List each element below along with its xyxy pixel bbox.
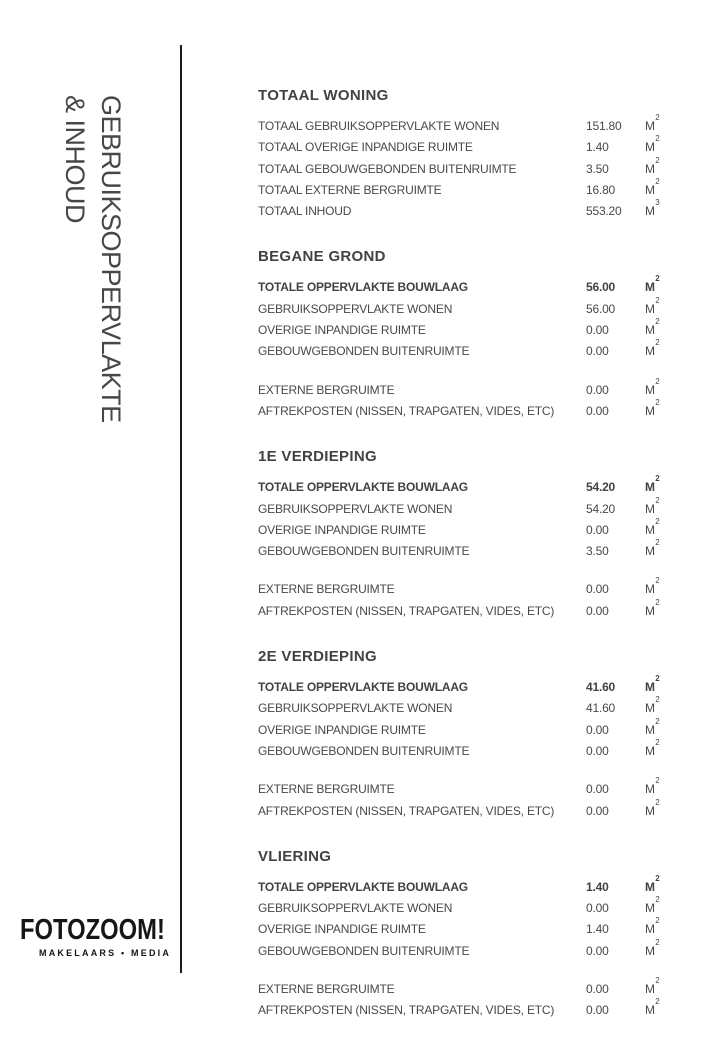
measurement-row [258, 339, 688, 360]
measurement-label: TOTALE OPPERVLAKTE BOUWLAAG [258, 879, 468, 894]
measurement-unit [645, 675, 688, 696]
unit-exponent: 2 [655, 274, 660, 284]
measurement-label: GEBOUWGEBONDEN BUITENRUIMTE [258, 943, 470, 958]
measurement-row [258, 696, 688, 717]
measurement-unit [645, 339, 688, 360]
measurement-group [258, 777, 688, 820]
measurement-label: OVERIGE INPANDIGE RUIMTE [258, 522, 426, 537]
unit-letter: M [645, 522, 655, 537]
unit-exponent: 2 [655, 376, 660, 386]
unit-exponent: 2 [655, 295, 660, 305]
unit-exponent: 2 [655, 317, 660, 327]
measurement-unit [645, 917, 688, 938]
measurement-value: 553.20 [586, 204, 622, 219]
measurement-row [258, 475, 688, 496]
section-vliering [258, 847, 688, 1020]
measurement-value: 1.40 [586, 140, 609, 155]
measurement-unit [645, 518, 688, 539]
section-totaal-woning [258, 86, 688, 220]
logo-tagline: MAKELAARS • MEDIA [39, 948, 172, 958]
measurement-row [258, 896, 688, 917]
unit-exponent: 2 [655, 873, 660, 883]
unit-letter: M [645, 140, 655, 155]
measurement-label: TOTAAL GEBOUWGEBONDEN BUITENRUIMTE [258, 161, 517, 176]
measurement-label: TOTALE OPPERVLAKTE BOUWLAAG [258, 680, 468, 695]
measurement-unit [645, 875, 688, 896]
measurement-label: OVERIGE INPANDIGE RUIMTE [258, 922, 426, 937]
measurement-row [258, 178, 688, 199]
unit-exponent: 2 [655, 495, 660, 505]
measurement-label: OVERIGE INPANDIGE RUIMTE [258, 323, 426, 338]
measurement-row [258, 739, 688, 760]
measurement-unit [645, 896, 688, 917]
measurement-unit [645, 399, 688, 420]
unit-exponent: 2 [655, 397, 660, 407]
measurement-value: 0.00 [586, 323, 609, 338]
measurement-label: OVERIGE INPANDIGE RUIMTE [258, 722, 426, 737]
unit-exponent: 2 [655, 695, 660, 705]
measurement-value: 0.00 [586, 403, 609, 418]
section-title: 2E VERDIEPING [258, 648, 377, 666]
measurement-row [258, 135, 688, 156]
measurement-row [258, 199, 688, 220]
measurement-unit [645, 739, 688, 760]
unit-letter: M [645, 480, 655, 495]
measurement-label: AFTREKPOSTEN (NISSEN, TRAPGATEN, VIDES, ETC) [258, 803, 555, 818]
measurement-unit [645, 939, 688, 960]
measurement-group [258, 275, 688, 360]
section-title: 1E VERDIEPING [258, 448, 377, 466]
measurement-unit [645, 157, 688, 178]
unit-letter: M [645, 1003, 655, 1018]
measurement-row [258, 297, 688, 318]
unit-exponent: 2 [655, 134, 660, 144]
unit-exponent: 2 [655, 895, 660, 905]
measurement-row [258, 777, 688, 798]
measurement-unit [645, 297, 688, 318]
measurement-value: 1.40 [586, 922, 609, 937]
measurement-value: 0.00 [586, 1003, 609, 1018]
page-title-line2: & INHOUD [60, 95, 90, 224]
measurement-value: 0.00 [586, 901, 609, 916]
measurement-label: EXTERNE BERGRUIMTE [258, 582, 395, 597]
unit-exponent: 2 [655, 674, 660, 684]
measurement-label: AFTREKPOSTEN (NISSEN, TRAPGATEN, VIDES, ETC) [258, 1003, 555, 1018]
measurement-unit [645, 497, 688, 518]
measurement-value: 16.80 [586, 182, 616, 197]
measurement-group [258, 577, 688, 620]
measurement-value: 0.00 [586, 943, 609, 958]
measurement-unit [645, 718, 688, 739]
measurement-unit [645, 696, 688, 717]
measurement-label: TOTALE OPPERVLAKTE BOUWLAAG [258, 480, 468, 495]
measurement-value: 56.00 [586, 301, 616, 316]
measurement-row [258, 157, 688, 178]
measurement-group [258, 378, 688, 421]
unit-letter: M [645, 403, 655, 418]
vertical-divider [180, 45, 182, 973]
measurement-value: 41.60 [586, 680, 616, 695]
measurement-unit [645, 539, 688, 560]
unit-exponent: 2 [655, 576, 660, 586]
measurement-label: TOTAAL EXTERNE BERGRUIMTE [258, 182, 442, 197]
measurement-value: 0.00 [586, 382, 609, 397]
unit-letter: M [645, 582, 655, 597]
measurement-row [258, 718, 688, 739]
unit-letter: M [645, 901, 655, 916]
unit-letter: M [645, 943, 655, 958]
unit-letter: M [645, 119, 655, 133]
page-title-line1: GEBRUIKSOPPERVLAKTE [96, 95, 126, 423]
measurement-row [258, 378, 688, 399]
unit-letter: M [645, 382, 655, 397]
measurement-label: TOTAAL INHOUD [258, 204, 352, 219]
measurement-unit [645, 475, 688, 496]
unit-exponent: 2 [655, 716, 660, 726]
unit-exponent: 2 [655, 976, 660, 986]
measurement-row [258, 318, 688, 339]
section-title: TOTAAL WONING [258, 87, 389, 104]
unit-letter: M [645, 161, 655, 176]
unit-letter: M [645, 204, 655, 219]
measurement-row [258, 399, 688, 420]
measurement-value: 3.50 [586, 544, 609, 559]
measurement-unit [645, 275, 688, 296]
unit-letter: M [645, 544, 655, 559]
unit-letter: M [645, 782, 655, 797]
unit-exponent: 2 [655, 516, 660, 526]
measurement-value: 0.00 [586, 803, 609, 818]
measurement-group [258, 675, 688, 760]
unit-letter: M [645, 182, 655, 197]
measurement-unit [645, 977, 688, 998]
unit-letter: M [645, 680, 655, 695]
unit-exponent: 2 [655, 338, 660, 348]
measurement-row [258, 939, 688, 960]
unit-exponent: 2 [655, 538, 660, 548]
unit-letter: M [645, 603, 655, 618]
unit-letter: M [645, 879, 655, 894]
measurement-value: 0.00 [586, 743, 609, 758]
measurement-value: 3.50 [586, 161, 609, 176]
measurement-value: 54.20 [586, 501, 616, 516]
unit-letter: M [645, 501, 655, 516]
measurement-unit [645, 199, 688, 220]
unit-exponent: 2 [655, 937, 660, 947]
measurement-row [258, 539, 688, 560]
measurement-label: GEBOUWGEBONDEN BUITENRUIMTE [258, 544, 470, 559]
measurement-row [258, 875, 688, 896]
section-begane-grond [258, 247, 688, 420]
unit-exponent: 2 [655, 176, 660, 186]
unit-letter: M [645, 301, 655, 316]
unit-exponent: 2 [655, 155, 660, 165]
measurement-row [258, 114, 688, 135]
measurement-label: EXTERNE BERGRUIMTE [258, 982, 395, 997]
unit-letter: M [645, 803, 655, 818]
unit-exponent: 2 [655, 597, 660, 607]
measurement-group [258, 875, 688, 960]
measurement-label: TOTAAL GEBRUIKSOPPERVLAKTE WONEN [258, 119, 500, 133]
measurement-row [258, 917, 688, 938]
measurement-group [258, 114, 688, 220]
measurement-label: GEBRUIKSOPPERVLAKTE WONEN [258, 701, 453, 716]
logo-wordmark: FOTOZOOM! [20, 914, 165, 946]
measurement-unit [645, 777, 688, 798]
unit-letter: M [645, 323, 655, 338]
measurement-label: EXTERNE BERGRUIMTE [258, 782, 395, 797]
measurement-value: 0.00 [586, 603, 609, 618]
unit-letter: M [645, 922, 655, 937]
measurement-value: 0.00 [586, 722, 609, 737]
unit-letter: M [645, 982, 655, 997]
measurement-unit [645, 599, 688, 620]
measurement-row [258, 275, 688, 296]
unit-exponent: 2 [655, 797, 660, 807]
measurement-label: GEBOUWGEBONDEN BUITENRUIMTE [258, 743, 470, 758]
section-1e-verdieping [258, 447, 688, 620]
measurement-row [258, 977, 688, 998]
measurement-report [258, 86, 688, 1047]
page-title [57, 95, 129, 495]
measurement-unit [645, 114, 688, 135]
unit-exponent: 2 [655, 916, 660, 926]
unit-letter: M [645, 344, 655, 359]
measurement-value: 0.00 [586, 982, 609, 997]
unit-letter: M [645, 701, 655, 716]
measurement-label: GEBOUWGEBONDEN BUITENRUIMTE [258, 344, 470, 359]
measurement-label: GEBRUIKSOPPERVLAKTE WONEN [258, 301, 453, 316]
measurement-label: TOTALE OPPERVLAKTE BOUWLAAG [258, 280, 468, 295]
measurement-label: AFTREKPOSTEN (NISSEN, TRAPGATEN, VIDES, ETC) [258, 603, 555, 618]
measurement-value: 0.00 [586, 522, 609, 537]
measurement-row [258, 998, 688, 1019]
unit-exponent: 2 [655, 997, 660, 1007]
measurement-value: 151.80 [586, 119, 622, 133]
unit-exponent: 2 [655, 737, 660, 747]
unit-exponent: 3 [655, 198, 660, 208]
measurement-unit [645, 178, 688, 199]
measurement-label: TOTAAL OVERIGE INPANDIGE RUIMTE [258, 140, 473, 155]
measurement-row [258, 599, 688, 620]
measurement-unit [645, 135, 688, 156]
unit-letter: M [645, 743, 655, 758]
measurement-value: 0.00 [586, 582, 609, 597]
measurement-label: EXTERNE BERGRUIMTE [258, 382, 395, 397]
section-2e-verdieping [258, 647, 688, 820]
measurement-value: 54.20 [586, 480, 616, 495]
section-title: VLIERING [258, 847, 332, 865]
measurement-unit [645, 998, 688, 1019]
measurement-unit [645, 318, 688, 339]
measurement-value: 1.40 [586, 879, 609, 894]
measurement-row [258, 518, 688, 539]
measurement-label: GEBRUIKSOPPERVLAKTE WONEN [258, 501, 453, 516]
measurement-value: 41.60 [586, 701, 616, 716]
unit-exponent: 2 [655, 776, 660, 786]
unit-letter: M [645, 280, 655, 295]
unit-letter: M [645, 722, 655, 737]
logo [20, 914, 197, 958]
measurement-label: GEBRUIKSOPPERVLAKTE WONEN [258, 901, 453, 916]
measurement-value: 0.00 [586, 782, 609, 797]
measurement-row [258, 675, 688, 696]
measurement-unit [645, 378, 688, 399]
measurement-value: 56.00 [586, 280, 616, 295]
measurement-row [258, 799, 688, 820]
measurement-unit [645, 577, 688, 598]
measurement-row [258, 497, 688, 518]
measurement-group [258, 475, 688, 560]
section-title: BEGANE GROND [258, 248, 386, 266]
measurement-label: AFTREKPOSTEN (NISSEN, TRAPGATEN, VIDES, ETC) [258, 403, 555, 418]
unit-exponent: 2 [655, 474, 660, 484]
measurement-row [258, 577, 688, 598]
measurement-unit [645, 799, 688, 820]
measurement-group [258, 977, 688, 1020]
unit-exponent: 2 [655, 113, 660, 122]
measurement-value: 0.00 [586, 344, 609, 359]
